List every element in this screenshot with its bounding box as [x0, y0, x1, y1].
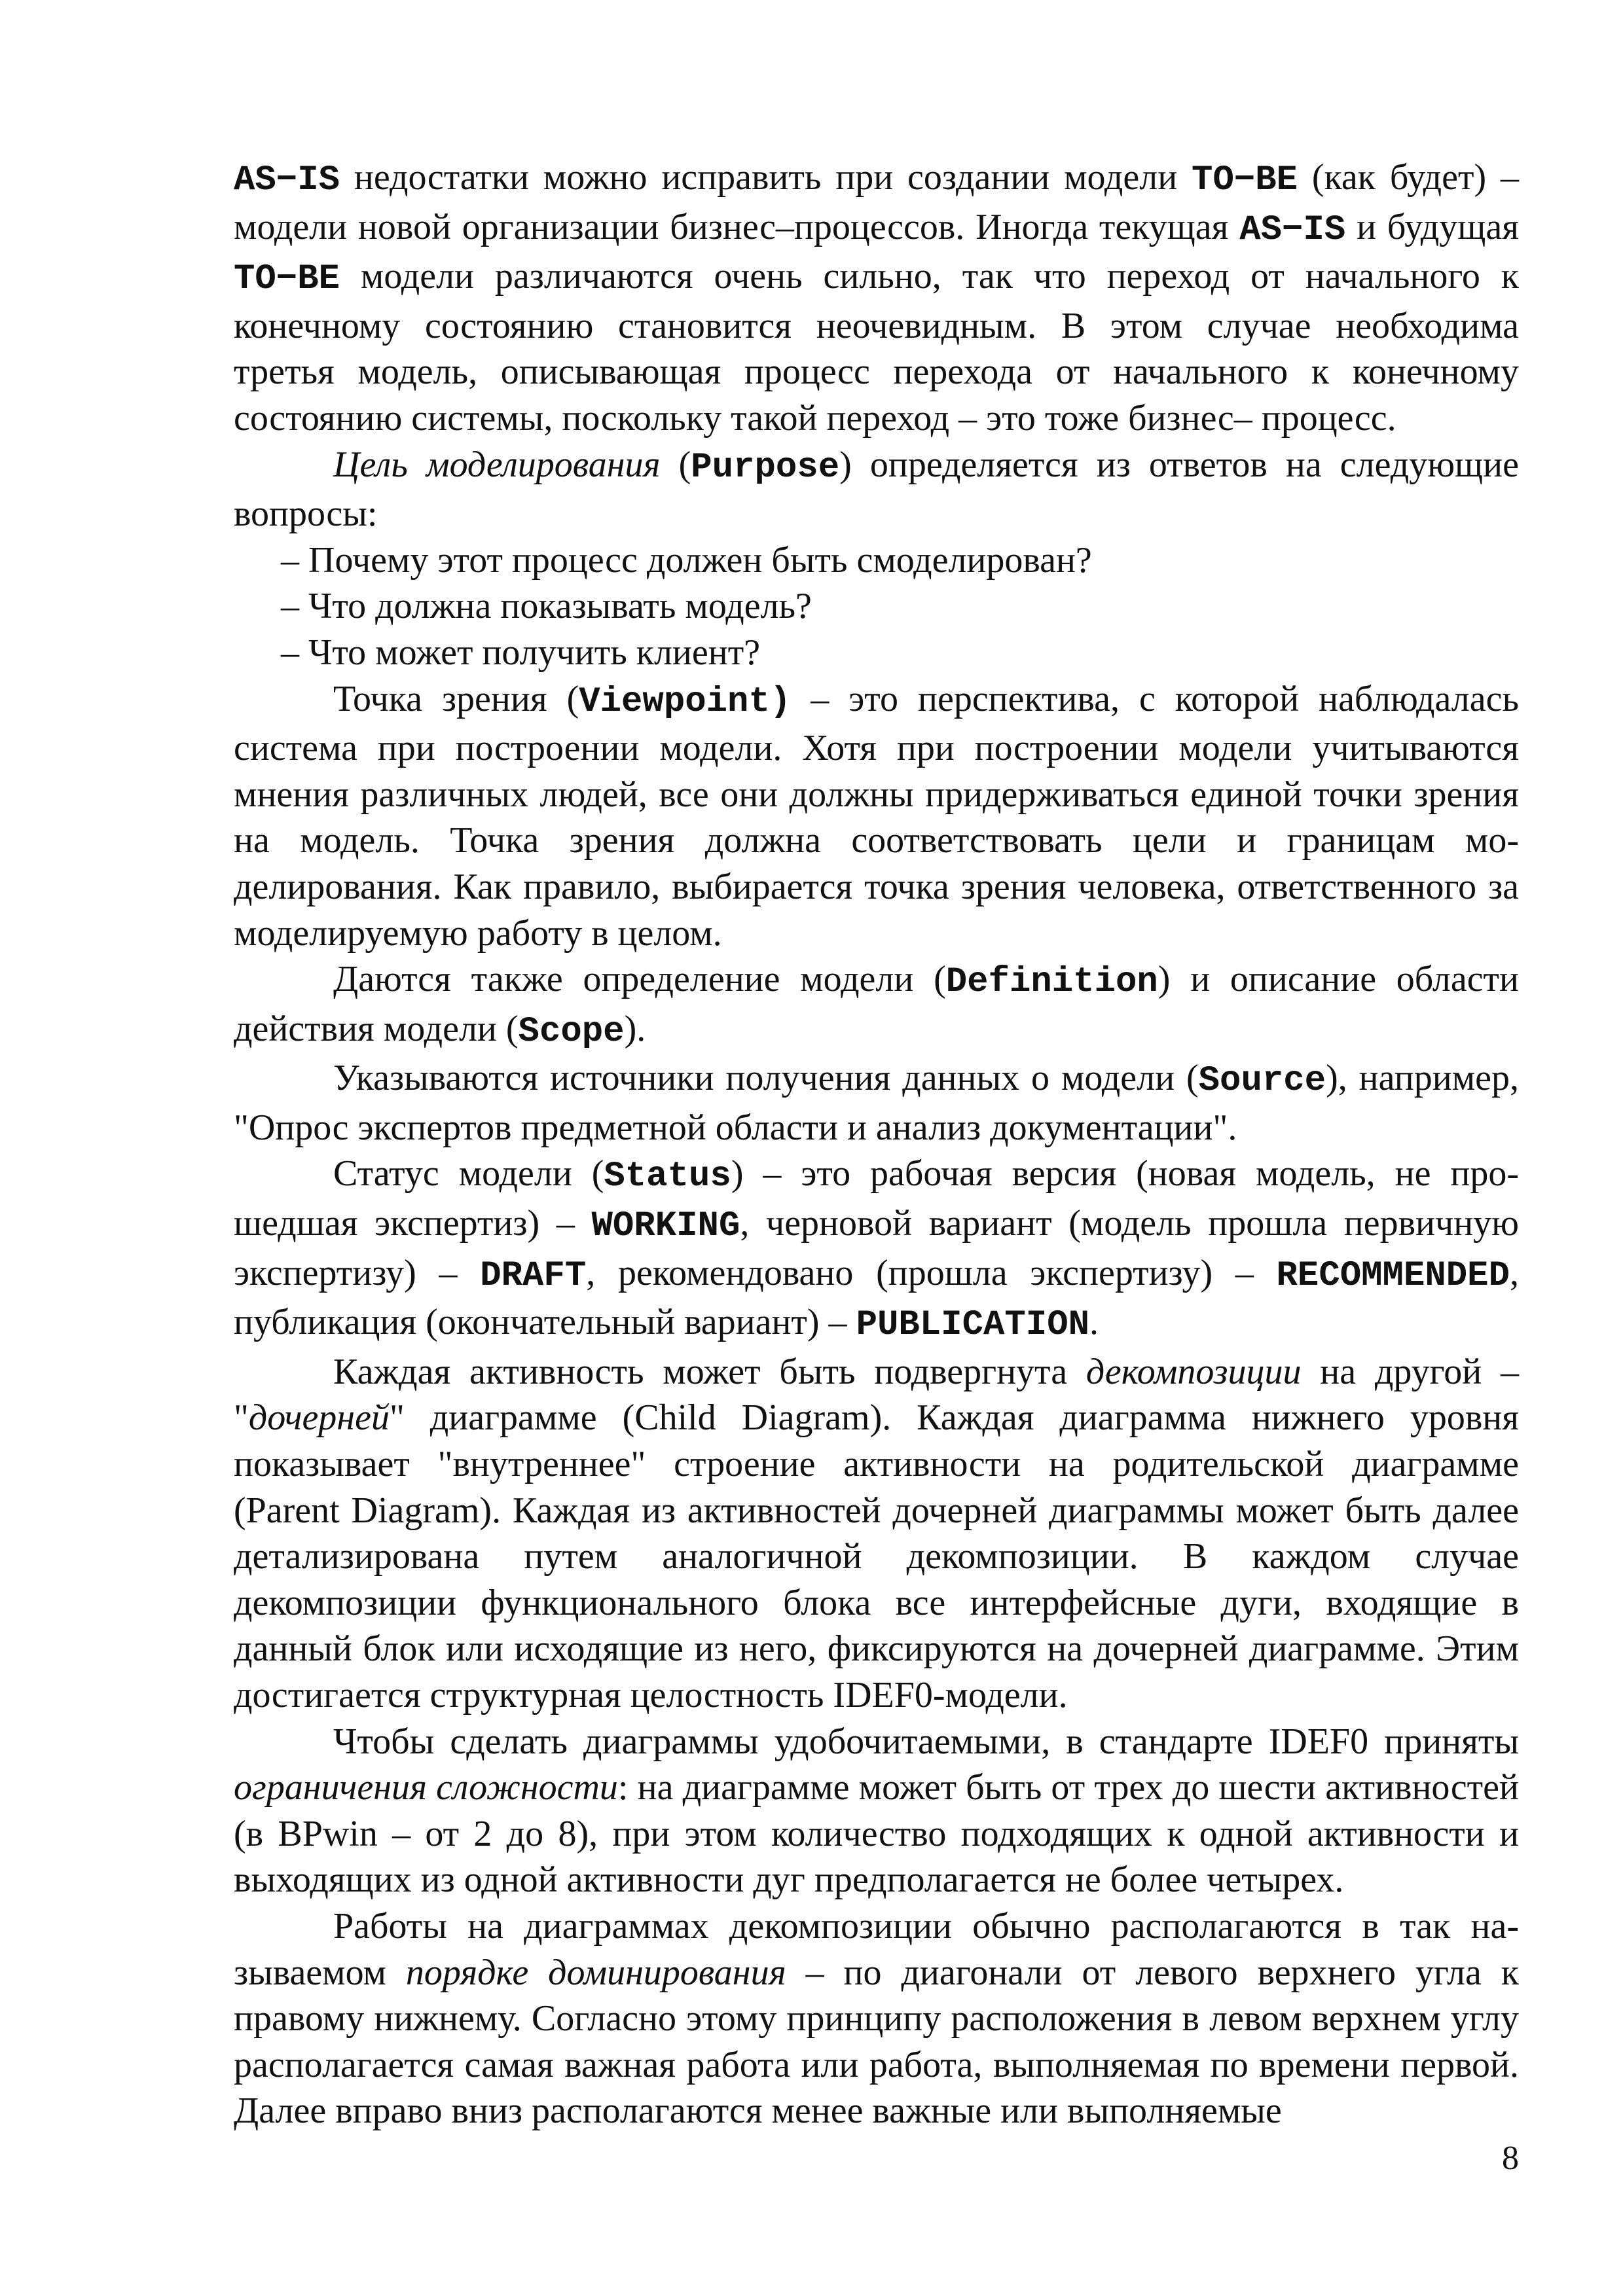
text-run: , черновой вариант (модель прошла первичную экспертизу) –: [234, 1203, 1519, 1293]
text-run: , публикация (окончательный вариант) –: [234, 1252, 1519, 1343]
text-run: , рекомендовано (прошла экспертизу) –: [586, 1252, 1277, 1293]
question-item: – Почему этот процесс должен быть смоделирован?: [281, 539, 1092, 581]
text-run: ) – это рабочая версия (новая модель, не прошедшая экспертиз) –: [234, 1153, 1519, 1244]
text-run: Чтобы сделать диаграммы удобочитаемыми, в стандарте IDEF0 приняты: [333, 1721, 1519, 1762]
page-number: 8: [1502, 2140, 1519, 2177]
keyword-recommended: RECOMMENDED: [1276, 1255, 1510, 1296]
paragraph-status: [234, 1151, 1519, 1348]
keyword-draft: DRAFT: [480, 1255, 587, 1296]
text-run: на другой – ": [234, 1351, 1519, 1439]
text-run: Статус модели (: [333, 1153, 604, 1194]
text-run: – это перспектива, с которой наблюдалась система при построении модели. Хотя при построении модели учитываются мнения различных людей, все они должны придерживаться единой точки зрения на модель. Точка зрения должна соответствовать цели и границам моделирования. Как правило, выбирается точка зрения человека, ответственного за моделируемую работу в целом.: [234, 678, 1519, 954]
paragraph-viewpoint: [234, 676, 1519, 957]
term-decomposition: декомпозиции: [1085, 1351, 1302, 1392]
keyword-as-is: AS−IS: [234, 160, 340, 200]
keyword-status: Status: [604, 1157, 731, 1197]
paragraph-complexity-limits: [234, 1719, 1519, 1903]
keyword-to-be: TO−BE: [234, 259, 340, 300]
text-run: ) определяется из ответов на следующие вопросы:: [234, 444, 1519, 535]
paragraph-definition-scope: [234, 956, 1519, 1055]
text-run: ), например, "Опрос экспертов предметной области и анализ документации".: [234, 1058, 1519, 1148]
text-run: .: [1089, 1302, 1099, 1343]
text-run: недостатки можно исправить при создании модели: [340, 157, 1192, 198]
text-run: Даются также определение модели (: [333, 959, 946, 1000]
paragraph-purpose: [234, 442, 1519, 537]
keyword-working: WORKING: [591, 1206, 740, 1247]
keyword-publication: PUBLICATION: [856, 1305, 1090, 1346]
text-run: Указываются источники получения данных о модели (: [333, 1058, 1199, 1099]
text-run: Работы на диаграммах декомпозиции обычно располагаются в так называемом: [234, 1905, 1519, 1993]
text-run: Точка зрения (: [333, 678, 579, 719]
paragraph-decomposition: [234, 1349, 1519, 1719]
keyword-to-be: TO−BE: [1192, 160, 1298, 200]
term-dominance-order: порядке доминирования: [405, 1952, 786, 1993]
term-child: дочерней: [248, 1397, 390, 1439]
keyword-source: Source: [1198, 1061, 1326, 1102]
page-text-body: [234, 154, 1519, 2134]
text-run: ) и описание области действия модели (: [234, 959, 1519, 1049]
keyword-viewpoint: Viewpoint): [579, 681, 792, 722]
text-run: Каждая активность может быть подвергнута: [333, 1351, 1086, 1392]
text-run: : на диаграмме может быть от трех до шести активностей (в BPwin – от 2 до 8), при этом количество подходящих к одной активности и выходящих из одной активности дуг предполагается не более четырех.: [234, 1767, 1519, 1901]
text-run: модели различаются очень сильно, так что переход от начального к конечному состоянию становится неочевидным. В этом случае необходима третья модель, описывающая процесс перехода от начального к конечному состоянию системы, поскольку такой переход – это тоже бизнес– процесс.: [234, 256, 1519, 439]
question-item: – Что может получить клиент?: [281, 632, 761, 673]
text-run: (: [660, 444, 691, 485]
keyword-as-is: AS−IS: [1239, 209, 1346, 250]
text-run: ).: [624, 1008, 646, 1049]
paragraph-dominance-order: [234, 1903, 1519, 2134]
text-run: " диаграмме (Child Diagram). Каждая диаграмма нижнего уровня показывает "внутреннее" строение активности на родительской диаграмме (Parent Diagram). Каждая из активностей дочерней диаграммы может быть далее детализирована путем аналогичной декомпозиции. В каждом случае декомпозиции функционального блока все интерфейсные дуги, входящие в данный блок или исходящие из него, фиксируются на дочерней диаграмме. Этим достигается структурная целостность IDEF0-модели.: [234, 1397, 1519, 1715]
keyword-purpose: Purpose: [691, 447, 840, 488]
text-run: и будущая: [1345, 206, 1519, 247]
text-run: (как будет) – модели новой организации бизнес–процессов. Иногда текущая: [234, 157, 1519, 247]
term-modeling-goal: Цель моделирования: [333, 444, 661, 485]
text-run: – по диагонали от левого верхнего угла к правому нижнему. Согласно этому принципу расположения в левом верхнем углу располагается самая важная работа или работа, выполняемая по времени первой. Далее вправо вниз располагаются менее важные или выполняемые: [234, 1952, 1519, 2132]
keyword-definition: Definition: [945, 962, 1158, 1003]
keyword-scope: Scope: [518, 1011, 625, 1052]
paragraph-source: [234, 1055, 1519, 1151]
paragraph-as-is-to-be: [234, 154, 1519, 442]
question-item: – Что должна показывать модель?: [281, 586, 812, 627]
term-complexity-limits: ограничения сложности: [234, 1767, 618, 1808]
